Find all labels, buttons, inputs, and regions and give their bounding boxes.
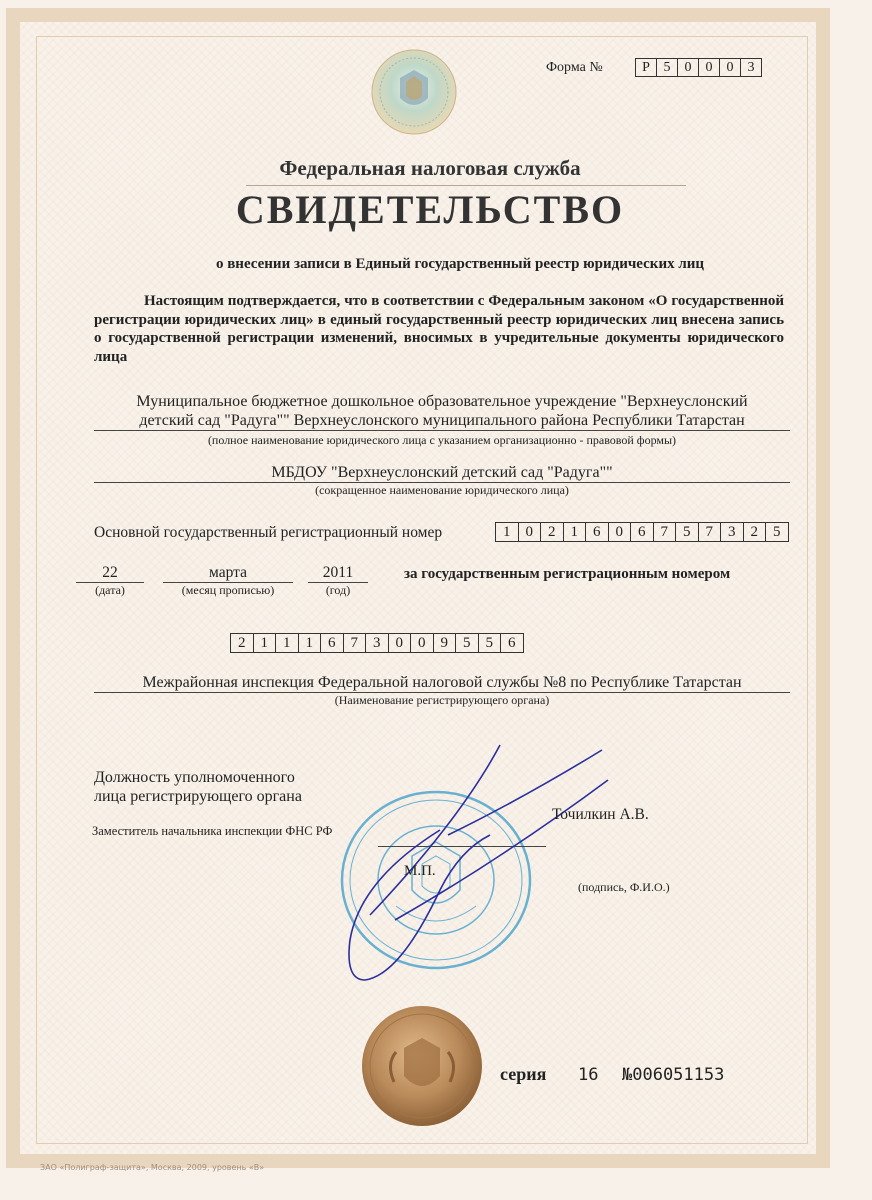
hologram-emblem-icon — [370, 48, 458, 136]
stamp-place-label: М.П. — [404, 863, 436, 879]
grn-digit-cell: 7 — [343, 633, 367, 653]
ogrn-digit-cell: 7 — [698, 522, 722, 542]
ogrn-digit-cell: 1 — [495, 522, 519, 542]
grn-digit-cell: 3 — [365, 633, 389, 653]
date-day-caption: (дата) — [95, 583, 125, 597]
certification-text: Настоящим подтверждается, что в соответствии с Федеральным законом «О государственной регистрации юридических лиц» в единый государственный реестр юридических лиц внесена запись о государственной регистрации изменений, вносимых в учредительные документы юридического лица — [94, 293, 784, 365]
grn-digit-cell: 6 — [320, 633, 344, 653]
short-name-value: МБДОУ "Верхнеуслонский детский сад "Радуга"" — [271, 464, 613, 481]
grn-boxes — [231, 633, 524, 653]
grn-digit-cell: 5 — [455, 633, 479, 653]
date-year: 2011 — [308, 564, 368, 583]
grn-digit-cell: 1 — [298, 633, 322, 653]
short-name-block — [94, 464, 790, 498]
ogrn-digit-cell: 5 — [675, 522, 699, 542]
grn-digit-cell: 5 — [478, 633, 502, 653]
signer-name: Точилкин А.В. — [552, 806, 649, 823]
ogrn-label: Основной государственный регистрационный номер — [94, 524, 443, 541]
authority-name: Межрайонная инспекция Федеральной налоговой службы №8 по Республике Татарстан — [142, 674, 742, 691]
grn-digit-cell: 0 — [410, 633, 434, 653]
document-title: СВИДЕТЕЛЬСТВО — [235, 187, 625, 232]
position-label-line-1: Должность уполномоченного — [94, 769, 295, 786]
gold-seal-icon — [360, 1004, 484, 1128]
date-month-caption: (месяц прописью) — [181, 583, 275, 597]
ogrn-digit-cell: 6 — [630, 522, 654, 542]
date-day: 22 — [76, 564, 144, 583]
ogrn-digit-cell: 0 — [518, 522, 542, 542]
full-name-line-2: детский сад "Радуга"" Верхнеуслонского муниципального района Республики Татарстан — [139, 412, 745, 429]
full-name-line-1: Муниципальное бюджетное дошкольное образовательное учреждение "Верхнеуслонский — [136, 393, 748, 410]
position-label — [94, 768, 302, 806]
date-year-caption: (год) — [325, 583, 351, 597]
form-code-cell: 0 — [698, 58, 720, 77]
position-value: Заместитель начальника инспекции ФНС РФ — [92, 824, 333, 838]
grn-digit-cell: 1 — [253, 633, 277, 653]
ogrn-digit-cell: 2 — [540, 522, 564, 542]
document-number: №006051153 — [622, 1065, 725, 1085]
agency-name: Федеральная налоговая служба — [279, 156, 581, 180]
grn-intro: за государственным регистрационным номером — [404, 566, 731, 582]
form-code-cell: 0 — [677, 58, 699, 77]
ogrn-digit-cell: 7 — [653, 522, 677, 542]
position-label-line-2: лица регистрирующего органа — [94, 788, 302, 805]
form-code-cell: 0 — [719, 58, 741, 77]
ogrn-digit-cell: 1 — [563, 522, 587, 542]
signature-caption: (подпись, Ф.И.О.) — [578, 880, 670, 894]
form-code-cell: Р — [635, 58, 657, 77]
full-name-block — [94, 392, 790, 450]
grn-digit-cell: 9 — [433, 633, 457, 653]
grn-digit-cell: 2 — [230, 633, 254, 653]
ogrn-digit-cell: 3 — [720, 522, 744, 542]
date-month: марта — [163, 564, 293, 583]
form-code-cell: 5 — [656, 58, 678, 77]
full-name-caption: (полное наименование юридического лица с указанием организационно - правовой формы) — [207, 433, 677, 447]
document-subtitle: о внесении записи в Единый государственный реестр юридических лиц — [215, 256, 705, 272]
certification-paragraph — [94, 292, 784, 366]
printer-imprint: ЗАО «Полиграф-защита», Москва, 2009, уровень «В» — [40, 1163, 265, 1172]
form-number-boxes — [636, 58, 762, 77]
series-label: серия — [500, 1064, 547, 1084]
grn-digit-cell: 6 — [500, 633, 524, 653]
authority-caption: (Наименование регистрирующего органа) — [334, 693, 550, 707]
ogrn-digit-cell: 0 — [608, 522, 632, 542]
grn-digit-cell: 1 — [275, 633, 299, 653]
series-value: 16 — [578, 1065, 599, 1085]
authority-block — [94, 674, 790, 708]
grn-digit-cell: 0 — [388, 633, 412, 653]
ogrn-boxes — [496, 522, 789, 542]
form-number-label: Форма № — [546, 60, 603, 75]
ogrn-digit-cell: 5 — [765, 522, 789, 542]
ogrn-digit-cell: 2 — [743, 522, 767, 542]
signature-icon — [340, 740, 620, 990]
ogrn-digit-cell: 6 — [585, 522, 609, 542]
short-name-caption: (сокращенное наименование юридического лица) — [315, 483, 569, 497]
form-code-cell: 3 — [740, 58, 762, 77]
